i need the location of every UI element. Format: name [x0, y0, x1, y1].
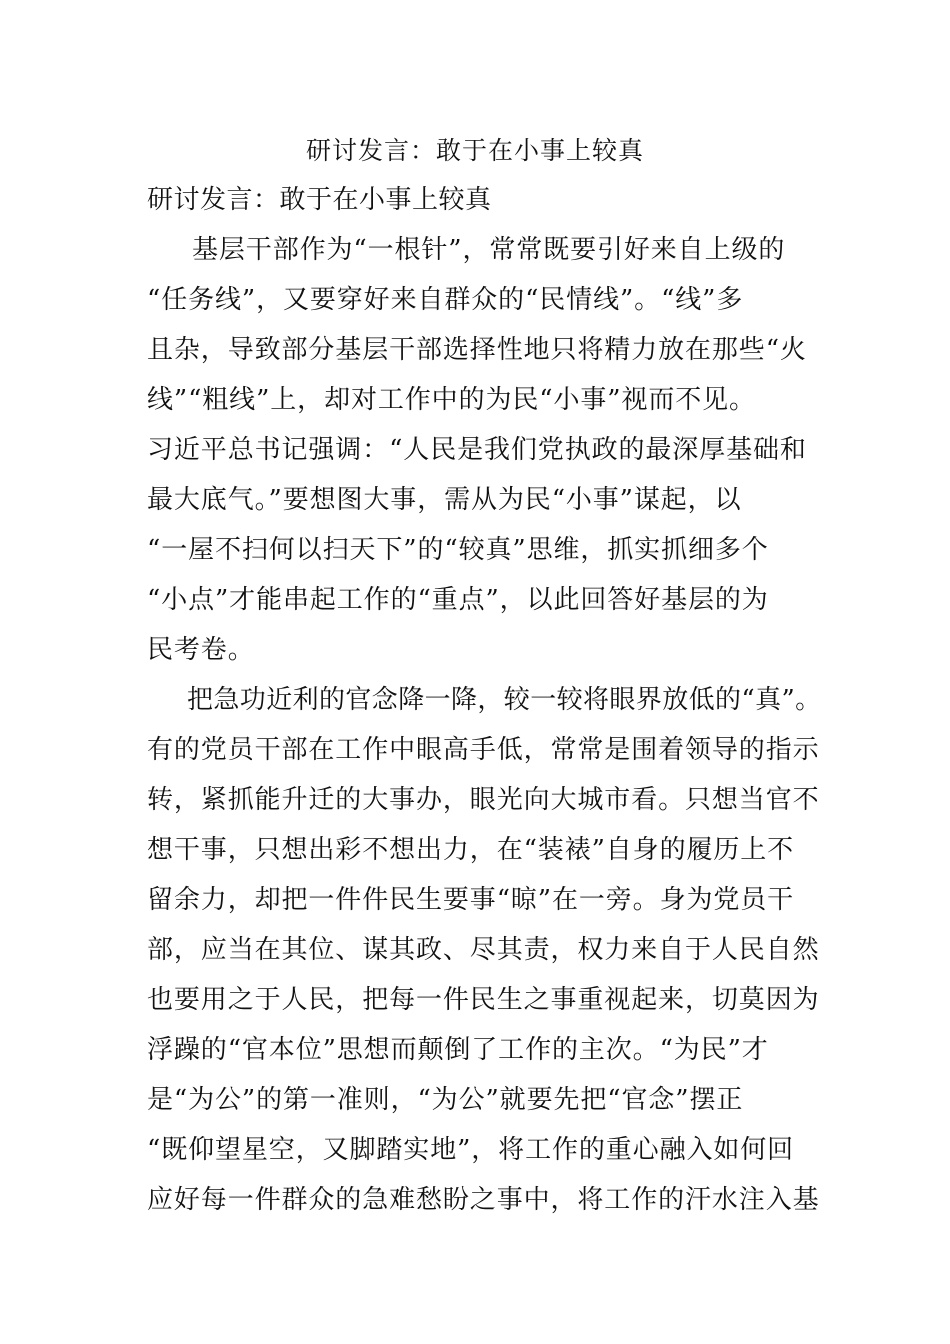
- paragraph-line: “小点”才能串起工作的“重点”，以此回答好基层的为: [147, 585, 769, 615]
- paragraph-line: 把急功近利的官念降一降，较一较将眼界放低的“真”。: [187, 685, 822, 715]
- paragraph-line: “一屋不扫何以扫天下”的“较真”思维，抓实抓细多个: [147, 535, 769, 565]
- paragraph-line: 转，紧抓能升迁的大事办，眼光向大城市看。只想当官不: [147, 785, 820, 815]
- paragraph-line: 想干事，只想出彩不想出力，在“装裱”自身的履历上不: [147, 835, 795, 865]
- paragraph-line: 线”“粗线”上，却对工作中的为民“小事”视而不见。: [147, 385, 756, 415]
- paragraph-line: 民考卷。: [147, 635, 255, 665]
- paragraph-line: 是“为公”的第一准则，“为公”就要先把“官念”摆正: [147, 1085, 744, 1115]
- paragraph-line: 也要用之于人民，把每一件民生之事重视起来，切莫因为: [147, 985, 820, 1015]
- paragraph-line: “既仰望星空，又脚踏实地”，将工作的重心融入如何回: [147, 1135, 795, 1165]
- paragraph-line: 有的党员干部在工作中眼高手低，常常是围着领导的指示: [147, 735, 820, 765]
- paragraph-line: 最大底气。”要想图大事，需从为民“小事”谋起，以: [147, 485, 742, 515]
- paragraph-line: 习近平总书记强调：“人民是我们党执政的最深厚基础和: [147, 435, 807, 465]
- paragraph-line: “任务线”，又要穿好来自群众的“民情线”。“线”多: [147, 285, 744, 315]
- paragraph-line: 浮躁的“官本位”思想而颠倒了工作的主次。“为民”才: [147, 1035, 769, 1065]
- document-title: 研讨发言：敢于在小事上较真: [305, 136, 644, 165]
- paragraph-line: 基层干部作为“一根针”，常常既要引好来自上级的: [192, 235, 786, 265]
- document-subtitle: 研讨发言：敢于在小事上较真: [147, 185, 492, 215]
- paragraph-line: 且杂，导致部分基层干部选择性地只将精力放在那些“火: [147, 335, 807, 365]
- paragraph-line: 留余力，却把一件件民生要事“晾”在一旁。身为党员干: [147, 885, 795, 915]
- paragraph-line: 应好每一件群众的急难愁盼之事中，将工作的汗水注入基: [147, 1185, 820, 1215]
- paragraph-line: 部，应当在其位、谋其政、尽其责，权力来自于人民自然: [147, 935, 820, 965]
